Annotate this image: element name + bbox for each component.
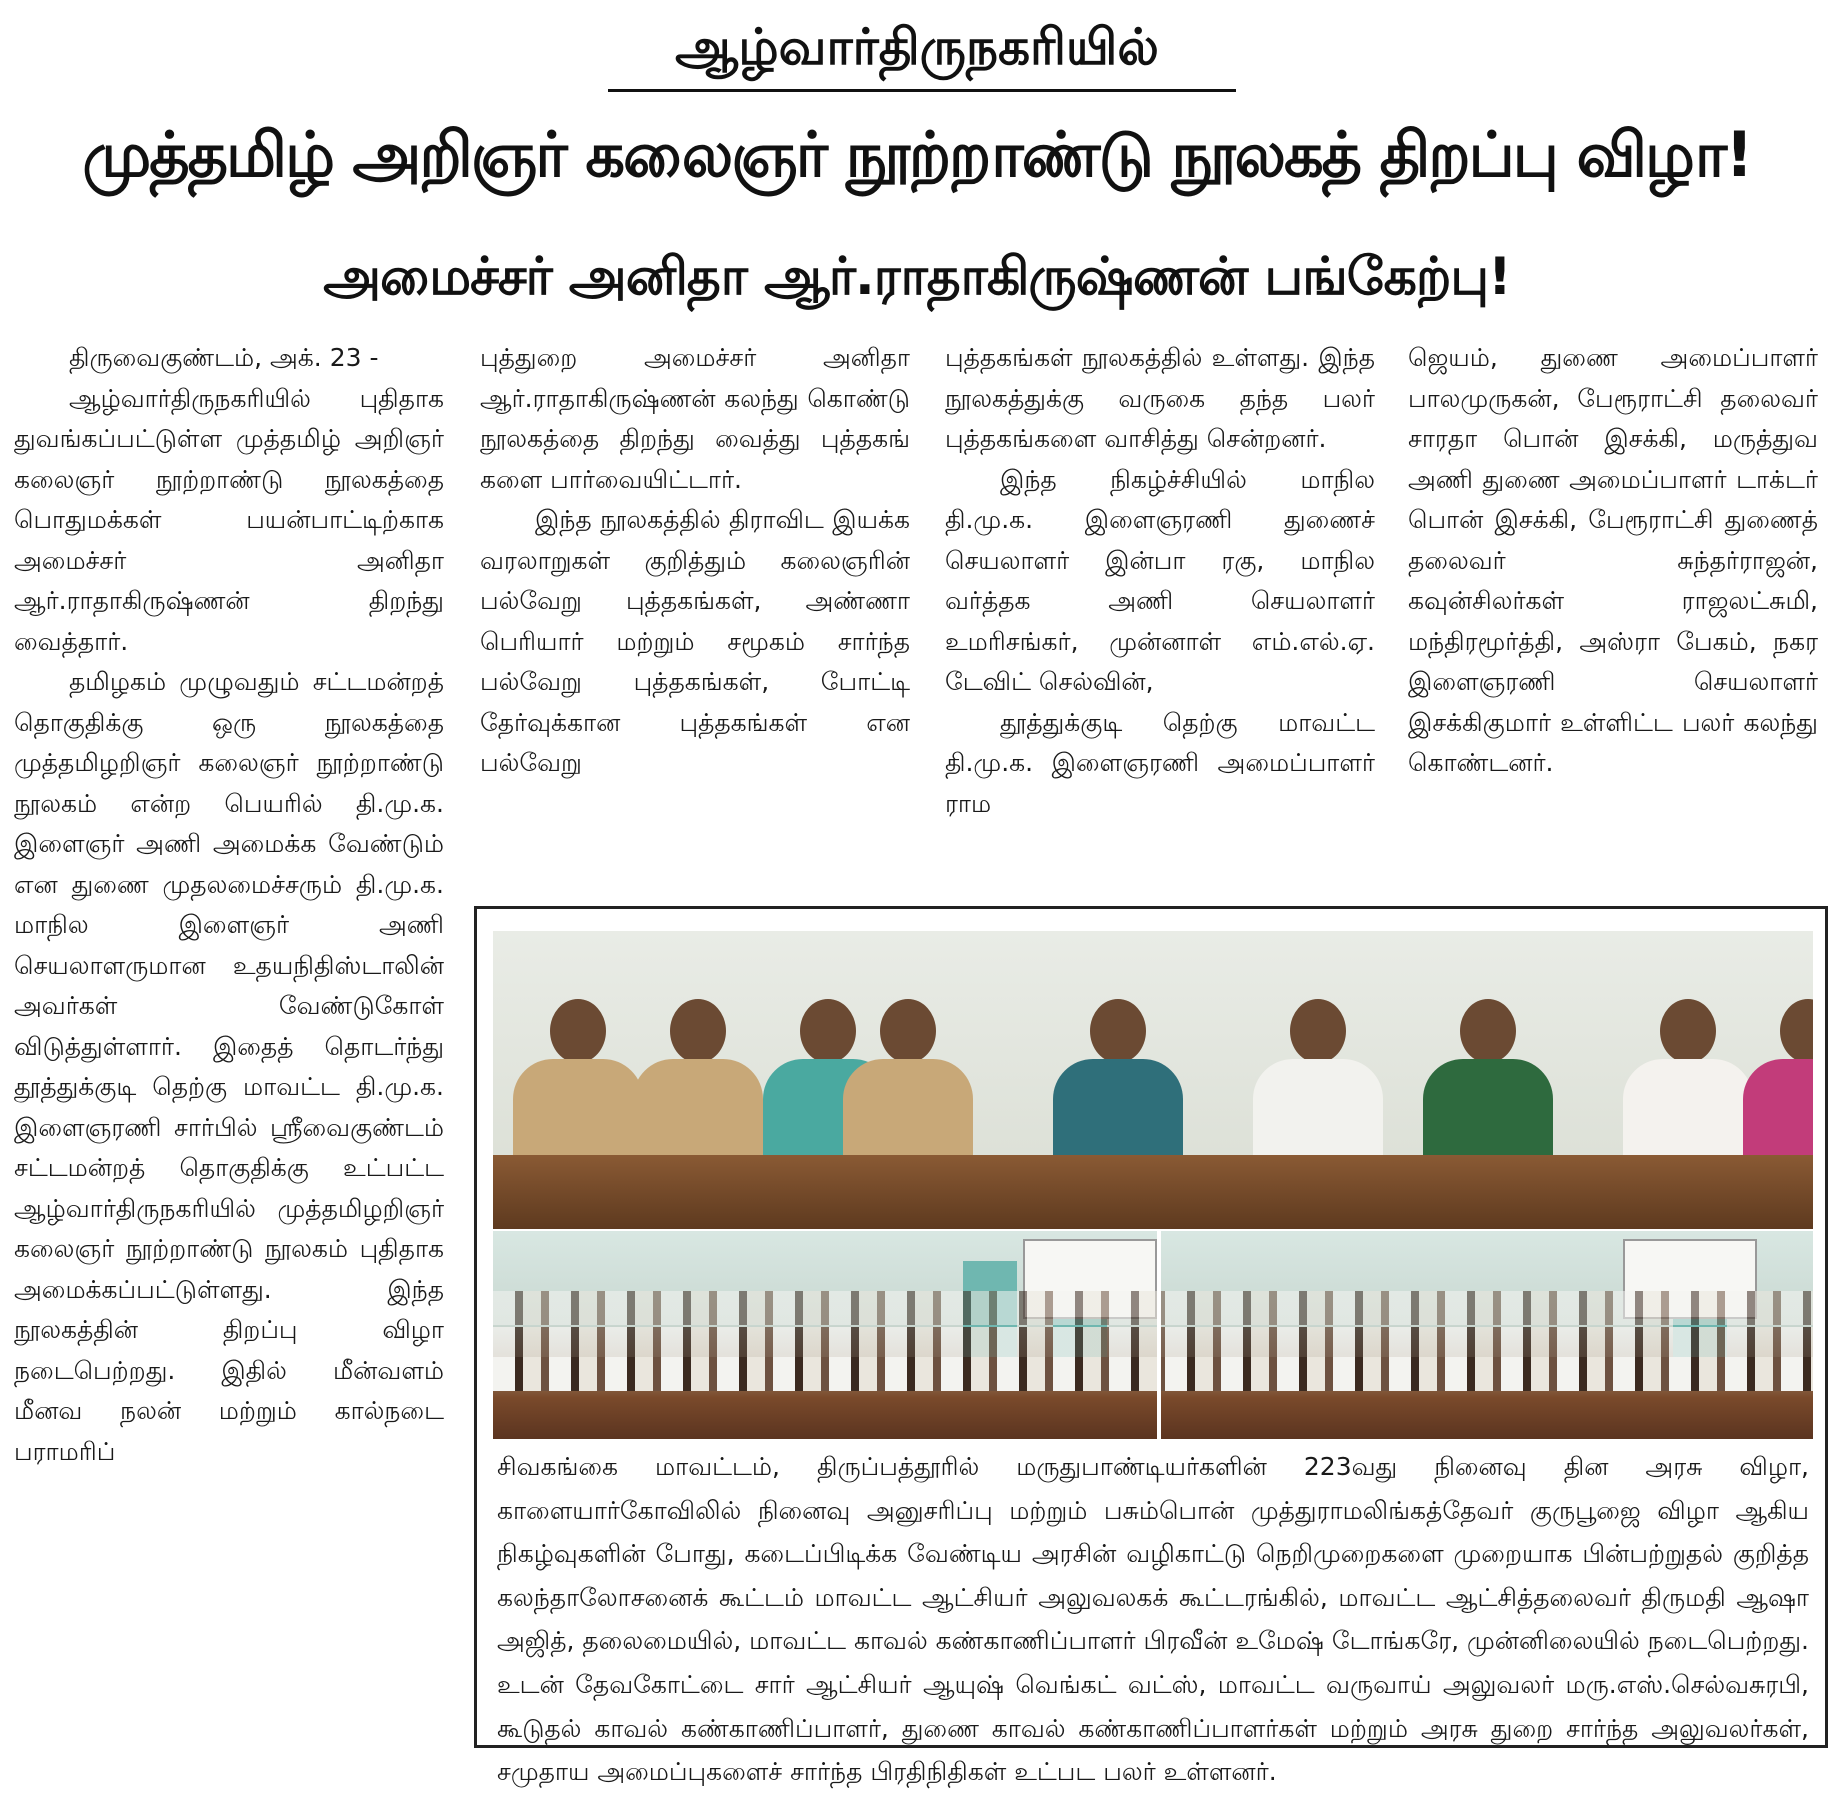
- kicker: ஆழ்வார்திருநகரியில்: [675, 18, 1159, 76]
- kicker-underline: [608, 89, 1236, 92]
- paragraph: புத்துறை அமைச்சர் அனிதா ஆர்.ராதாகிருஷ்ணன் கலந்து கொண்டு நூலகத்தை திறந்து வைத்து புத்தகங் களை பார்வையிட்டார்.: [480, 343, 910, 494]
- headline: முத்தமிழ் அறிஞர் கலைஞர் நூற்றாண்டு நூலகத் திறப்பு விழா!: [82, 118, 1752, 191]
- photo-officials-at-dais: [493, 931, 1813, 1229]
- article-column-4: [1408, 338, 1818, 938]
- dateline: திருவைகுண்டம், அக். 23 -: [69, 343, 379, 372]
- article-column-3: [945, 338, 1375, 898]
- paragraph: தமிழகம் முழுவதும் சட்டமன்றத் தொகுதிக்கு ஒரு நூலகத்தை முத்தமிழறிஞர் கலைஞர் நூற்றாண்டு நூலகம் என்ற பெயரில் தி.மு.க. இளைஞர் அணி அமைக்க வேண்டும் என துணை முதலமைச்சரும் தி.மு.க. மாநில இளைஞர் அணி செயலாளருமான உதயநிதிஸ்டாலின் அவர்கள் வேண்டுகோள் விடுத்துள்ளார். இதைத் தொடர்ந்து தூத்துக்குடி தெற்கு மாவட்ட தி.மு.க. இளைஞரணி சார்பில் ஸ்ரீவைகுண்டம் சட்டமன்றத் தொகுதிக்கு உட்பட்ட ஆழ்வார்திருநகரியில் முத்தமிழறிஞர் கலைஞர் நூற்றாண்டு நூலகம் புதிதாக அமைக்கப்பட்டுள்ளது. இந்த நூலகத்தின் திறப்பு விழா நடைபெற்றது. இதில் மீன்வளம் மீனவ நலன் மற்றும் கால்நடை பராமரிப்: [14, 667, 444, 1466]
- photo-audience: [493, 1231, 1813, 1439]
- article-column-2: [480, 338, 910, 858]
- paragraph: ஆழ்வார்திருநகரியில் புதிதாக துவங்கப்பட்டுள்ள முத்தமிழ் அறிஞர் கலைஞர் நூற்றாண்டு நூலகத்தை பொதுமக்கள் பயன்பாட்டிற்காக அமைச்சர் அனிதா ஆர்.ராதாகிருஷ்ணன் திறந்து வைத்தார்.: [14, 383, 444, 656]
- paragraph: புத்தகங்கள் நூலகத்தில் உள்ளது. இந்த நூலகத்துக்கு வருகை தந்த பலர் புத்தகங்களை வாசித்து சென்றனர்.: [945, 343, 1375, 453]
- paragraph: இந்த நூலகத்தில் திராவிட இயக்க வரலாறுகள் குறித்தும் கலைஞரின் பல்வேறு புத்தகங்கள், அண்ணா பெரியார் மற்றும் சமூகம் சார்ந்த பல்வேறு புத்தகங்கள், போட்டி தேர்வுக்கான புத்தகங்கள் என பல்வேறு: [480, 505, 910, 777]
- subheadline: அமைச்சர் அனிதா ஆர்.ராதாகிருஷ்ணன் பங்கேற்பு!: [323, 247, 1511, 307]
- article-column-1: [14, 338, 444, 1748]
- photo-caption: சிவகங்கை மாவட்டம், திருப்பத்தூரில் மருதுபாண்டியர்களின் 223வது நினைவு தின அரசு விழா, காளையார்கோவிலில் நினைவு அனுசரிப்பு மற்றும் பசும்பொன் முத்துராமலிங்கத்தேவர் குருபூஜை விழா ஆகிய நிகழ்வுகளின் போது, கடைப்பிடிக்க வேண்டிய அரசின் வழிகாட்டு நெறிமுறைகளை முறையாக பின்பற்றுதல் குறித்த கலந்தாலோசனைக் கூட்டம் மாவட்ட ஆட்சியர் அலுவலகக் கூட்டரங்கில், மாவட்ட ஆட்சித்தலைவர் திருமதி ஆஷா அஜித், தலைமையில், மாவட்ட காவல் கண்காணிப்பாளர் பிரவீன் உமேஷ் டோங்கரே, முன்னிலையில் நடைபெற்றது. உடன் தேவகோட்டை சார் ஆட்சியர் ஆயுஷ் வெங்கட் வட்ஸ், மாவட்ட வருவாய் அலுவலர் மரு.எஸ்.செல்வசுரபி, கூடுதல் காவல் கண்காணிப்பாளர், துணை காவல் கண்காணிப்பாளர்கள் மற்றும் அரசு துறை சார்ந்த அலுவலர்கள், சமுதாய அமைப்புகளைச் சார்ந்த பிரதிநிதிகள் உட்பட பலர் உள்ளனர்.: [497, 1452, 1809, 1787]
- photo-news-box: [474, 906, 1828, 1787]
- paragraph: இந்த நிகழ்ச்சியில் மாநில தி.மு.க. இளைஞரணி துணைச் செயலாளர் இன்பா ரகு, மாநில வர்த்தக அணி செயலாளர் உமரிசங்கர், முன்னாள் எம்.எல்.ஏ. டேவிட் செல்வின்,: [945, 464, 1375, 696]
- paragraph: ஜெயம், துணை அமைப்பாளர் பாலமுருகன், பேரூராட்சி தலைவர் சாரதா பொன் இசக்கி, மருத்துவ அணி துணை அமைப்பாளர் டாக்டர் பொன் இசக்கி, பேரூராட்சி துணைத் தலைவர் சுந்தர்ராஜன், கவுன்சிலர்கள் ராஜலட்சுமி, மந்திரமூர்த்தி, அஸ்ரா பேகம், நகர இளைஞரணி செயலாளர் இசக்கிகுமார் உள்ளிட்ட பலர் கலந்து கொண்டனர்.: [1408, 343, 1818, 777]
- paragraph: தூத்துக்குடி தெற்கு மாவட்ட தி.மு.க. இளைஞரணி அமைப்பாளர் ராம: [945, 707, 1375, 818]
